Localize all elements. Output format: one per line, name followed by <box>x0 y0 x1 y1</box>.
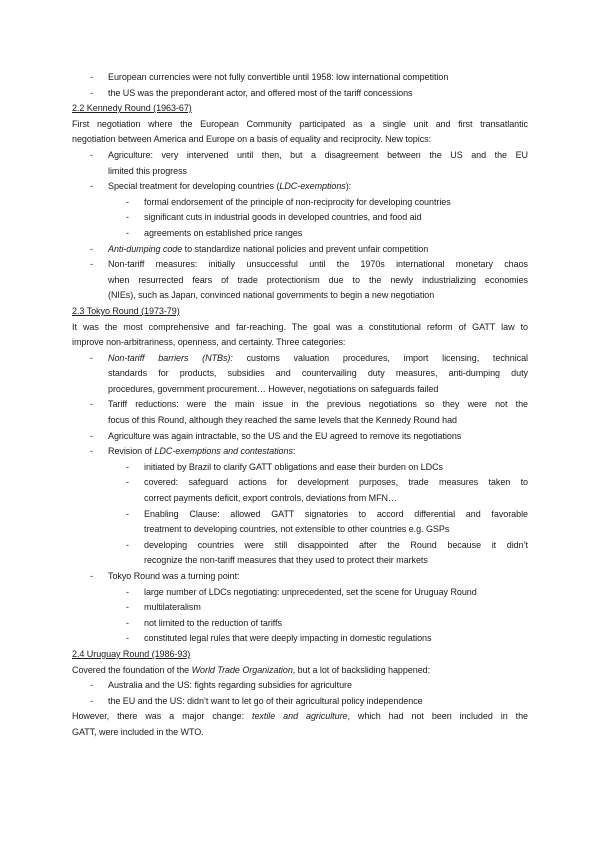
bullet-dash: - <box>126 227 129 238</box>
section-heading-kennedy: 2.2 Kennedy Round (1963-67) <box>72 103 192 114</box>
document-page <box>72 70 528 741</box>
bullet-dash: - <box>90 352 93 363</box>
bullet-dash: - <box>90 181 93 192</box>
sub-list-item: - initiated by Brazil to clarify GATT obligations and ease their burden on LDCs <box>72 460 528 476</box>
list-item-continuation: focus of this Round, although they reached the same levels that the Kennedy Round had <box>108 415 457 426</box>
sub-list-item-continuation: recognize the non-tariff measures that they used to protect their markets <box>144 555 428 566</box>
list-item-continuation: when resurrected fears of trade protectionism due to the newly industrializing economies <box>108 274 528 285</box>
sub-list-item: - large number of LDCs negotiating: unprecedented, set the scene for Uruguay Round <box>72 585 528 601</box>
paragraph-line: negotiation between America and Europe on a basis of equality and reciprocity. New topics: <box>72 134 432 145</box>
sub-list-item: - multilateralism <box>72 600 528 616</box>
bullet-dash: - <box>90 446 93 457</box>
bullet-dash: - <box>90 259 93 270</box>
sub-list-item-continuation: treatment to developing countries, not extensible to other countries e.g. GSPs <box>144 524 450 535</box>
list-item: - Revision of LDC-exemptions and contestations: <box>72 444 528 460</box>
bullet-dash: - <box>90 571 93 581</box>
list-item: - Non-tariff measures: initially unsuccessful until the 1970s international monetary chaos <box>72 257 528 273</box>
list-item: - Agriculture: very intervened until then, but a disagreement between the US and the EU <box>72 148 528 164</box>
paragraph-line: GATT, were included in the WTO. <box>72 726 204 737</box>
sub-list-item: - not limited to the reduction of tariffs <box>72 616 528 632</box>
section-heading-tokyo: 2.3 Tokyo Round (1973-79) <box>72 305 180 316</box>
sub-list-item: - agreements on established price ranges <box>72 226 528 242</box>
bullet-dash: - <box>126 602 129 613</box>
sub-list-item: - formal endorsement of the principle of non-reciprocity for developing countries <box>72 195 528 211</box>
bullet-dash: - <box>126 633 129 644</box>
list-item: - Agriculture was again intractable, so the US and the EU agreed to remove its negotiations <box>72 429 528 445</box>
list-item: - Tokyo Round was a turning point: <box>72 569 528 585</box>
list-item: - Tariff reductions: were the main issue in the previous negotiations so they were not the <box>72 397 528 413</box>
list-item: - Anti-dumping code to standardize national policies and prevent unfair competition <box>72 242 528 258</box>
bullet-dash: - <box>90 430 93 441</box>
list-item-continuation: (NIEs), such as Japan, convinced national governments to begin a new negotiation <box>108 290 435 301</box>
list-item-continuation: limited this progress <box>108 165 187 176</box>
list-item: - Special treatment for developing countries (LDC-exemptions): <box>72 179 528 195</box>
list-item-continuation: standards for products, subsidies and countervailing duty measures, anti-dumping duty <box>108 368 528 379</box>
list-item: - European currencies were not fully convertible until 1958: low international competition <box>72 70 528 86</box>
bullet-dash: - <box>90 399 93 410</box>
bullet-dash: - <box>90 72 93 82</box>
bullet-dash: - <box>126 461 129 472</box>
bullet-dash: - <box>90 243 93 254</box>
bullet-dash: - <box>126 196 129 207</box>
list-item: - the EU and the US: didn’t want to let go of their agricultural policy independence <box>72 694 528 710</box>
paragraph-line: However, there was a major change: textile and agriculture, which had not been included in the <box>72 711 528 722</box>
paragraph-line: Covered the foundation of the World Trade Organization, but a lot of backsliding happened: <box>72 664 431 675</box>
bullet-dash: - <box>126 212 129 223</box>
bullet-dash: - <box>90 149 93 160</box>
bullet-dash: - <box>126 586 129 597</box>
sub-list-item: - developing countries were still disappointed after the Round because it didn’t <box>72 538 528 554</box>
list-item: - the US was the preponderant actor, and offered most of the tariff concessions <box>72 86 528 102</box>
sub-list-item-continuation: correct payments deficit, export controls, deviations from MFN… <box>144 493 397 504</box>
list-item: - Non-tariff barriers (NTBs): customs valuation procedures, import licensing, technical <box>72 351 528 367</box>
bullet-dash: - <box>126 477 129 488</box>
sub-list-item: - constituted legal rules that were deeply impacting in domestic regulations <box>72 631 528 647</box>
paragraph-line: First negotiation where the European Community participated as a single unit and first transatlantic <box>72 118 528 129</box>
paragraph-line: It was the most comprehensive and far-reaching. The goal was a constitutional reform of GATT law to <box>72 321 528 332</box>
bullet-dash: - <box>126 508 129 519</box>
section-heading-uruguay: 2.4 Uruguay Round (1986-93) <box>72 648 191 659</box>
sub-list-item: - covered: safeguard actions for development purposes, trade measures taken to <box>72 475 528 491</box>
bullet-dash: - <box>90 680 93 691</box>
list-item-continuation: procedures, government procurement… However, negotiations on safeguards failed <box>108 383 439 394</box>
bullet-dash: - <box>126 539 129 550</box>
paragraph-line: improve non-arbitrariness, openness, and certainty. Three categories: <box>72 337 346 348</box>
list-item: - Australia and the US: fights regarding subsidies for agriculture <box>72 678 528 694</box>
sub-list-item: - Enabling Clause: allowed GATT signatories to accord differential and favorable <box>72 507 528 523</box>
sub-list-item: - significant cuts in industrial goods in developed countries, and food aid <box>72 210 528 226</box>
bullet-dash: - <box>126 617 129 628</box>
bullet-dash: - <box>90 695 93 706</box>
bullet-dash: - <box>90 87 93 98</box>
